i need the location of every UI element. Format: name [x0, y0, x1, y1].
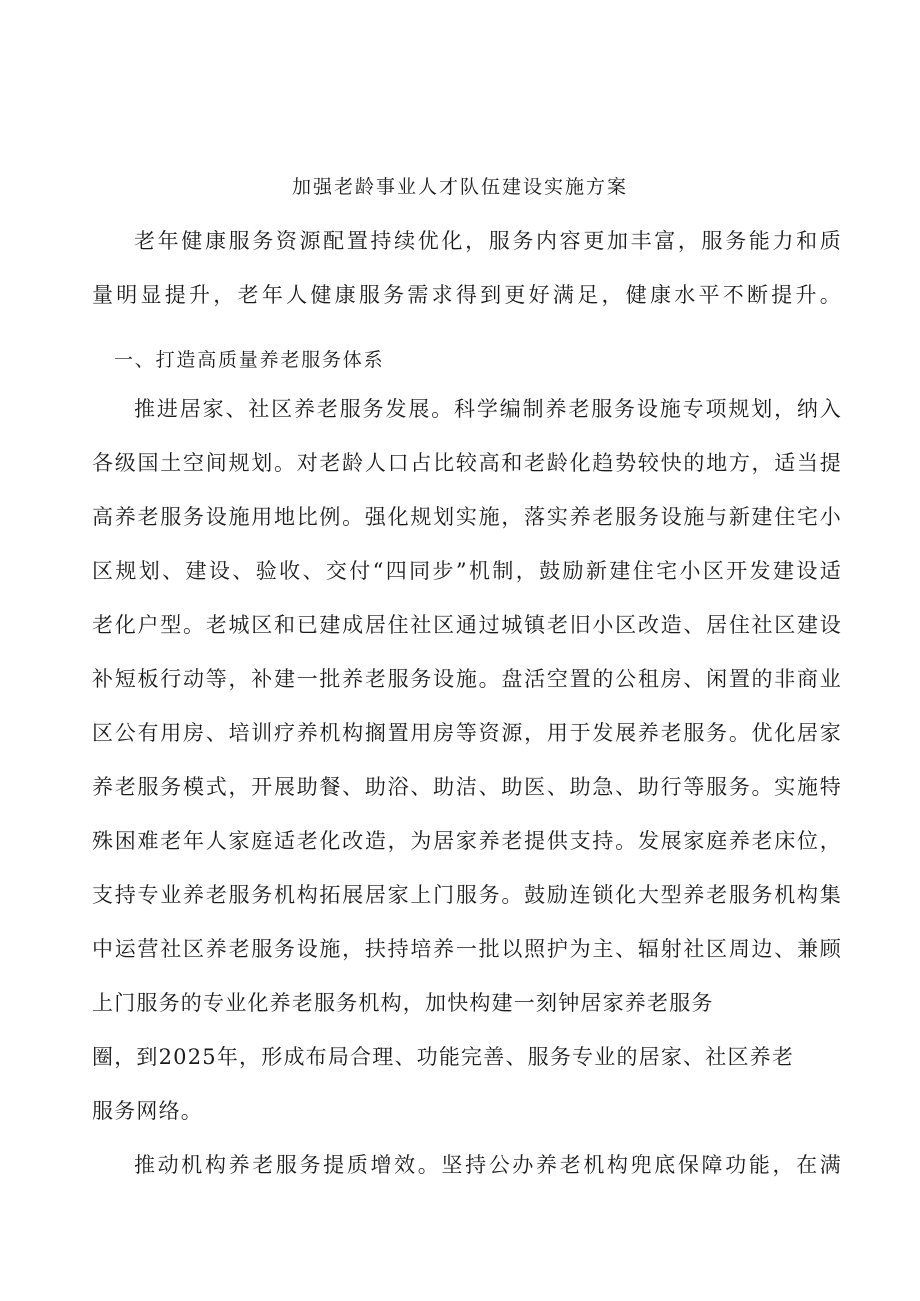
- para-1-line-10: 支持专业养老服务机构拓展居家上门服务。鼓励连锁化大型养老服务机构集: [92, 883, 842, 907]
- document-title: 加强老龄事业人才队伍建设实施方案: [291, 176, 628, 198]
- para-1-line-14: 服务网络。: [92, 1099, 203, 1123]
- para-1-line-9: 殊困难老年人家庭适老化改造，为居家养老提供支持。发展家庭养老床位，: [92, 829, 842, 853]
- para-1-line-3: 高养老服务设施用地比例。强化规划实施，落实养老服务设施与新建住宅小: [92, 505, 842, 529]
- intro-line-1: 老年健康服务资源配置持续优化，服务内容更加丰富，服务能力和质: [134, 229, 842, 253]
- para-1-line-2: 各级国土空间规划。对老龄人口占比较高和老龄化趋势较快的地方，适当提: [92, 451, 842, 475]
- intro-line-2: 量明显提升，老年人健康服务需求得到更好满足，健康水平不断提升。: [92, 283, 842, 307]
- para-1-line-1: 推进居家、社区养老服务发展。科学编制养老服务设施专项规划，纳入: [134, 397, 842, 421]
- para-1-line-13: 圈，到2025年，形成布局合理、功能完善、服务专业的居家、社区养老: [92, 1045, 795, 1069]
- para-1-line-11: 中运营社区养老服务设施，扶持培养一批以照护为主、辐射社区周边、兼顾: [92, 937, 842, 961]
- section-1-heading: 一、打造高质量养老服务体系: [114, 349, 385, 371]
- para-1-line-5: 老化户型。老城区和已建成居住社区通过城镇老旧小区改造、居住社区建设: [92, 613, 842, 637]
- para-1-line-6: 补短板行动等，补建一批养老服务设施。盘活空置的公租房、闲置的非商业: [92, 667, 842, 691]
- para-1-line-7: 区公有用房、培训疗养机构搁置用房等资源，用于发展养老服务。优化居家: [92, 721, 842, 745]
- para-1-line-4: 区规划、建设、验收、交付“四同步”机制，鼓励新建住宅小区开发建设适: [92, 559, 842, 583]
- para-2-line-1: 推动机构养老服务提质增效。坚持公办养老机构兜底保障功能，在满: [134, 1153, 842, 1177]
- para-1-line-8: 养老服务模式，开展助餐、助浴、助洁、助医、助急、助行等服务。实施特: [92, 775, 842, 799]
- para-1-line-12: 上门服务的专业化养老服务机构，加快构建一刻钟居家养老服务: [92, 991, 714, 1015]
